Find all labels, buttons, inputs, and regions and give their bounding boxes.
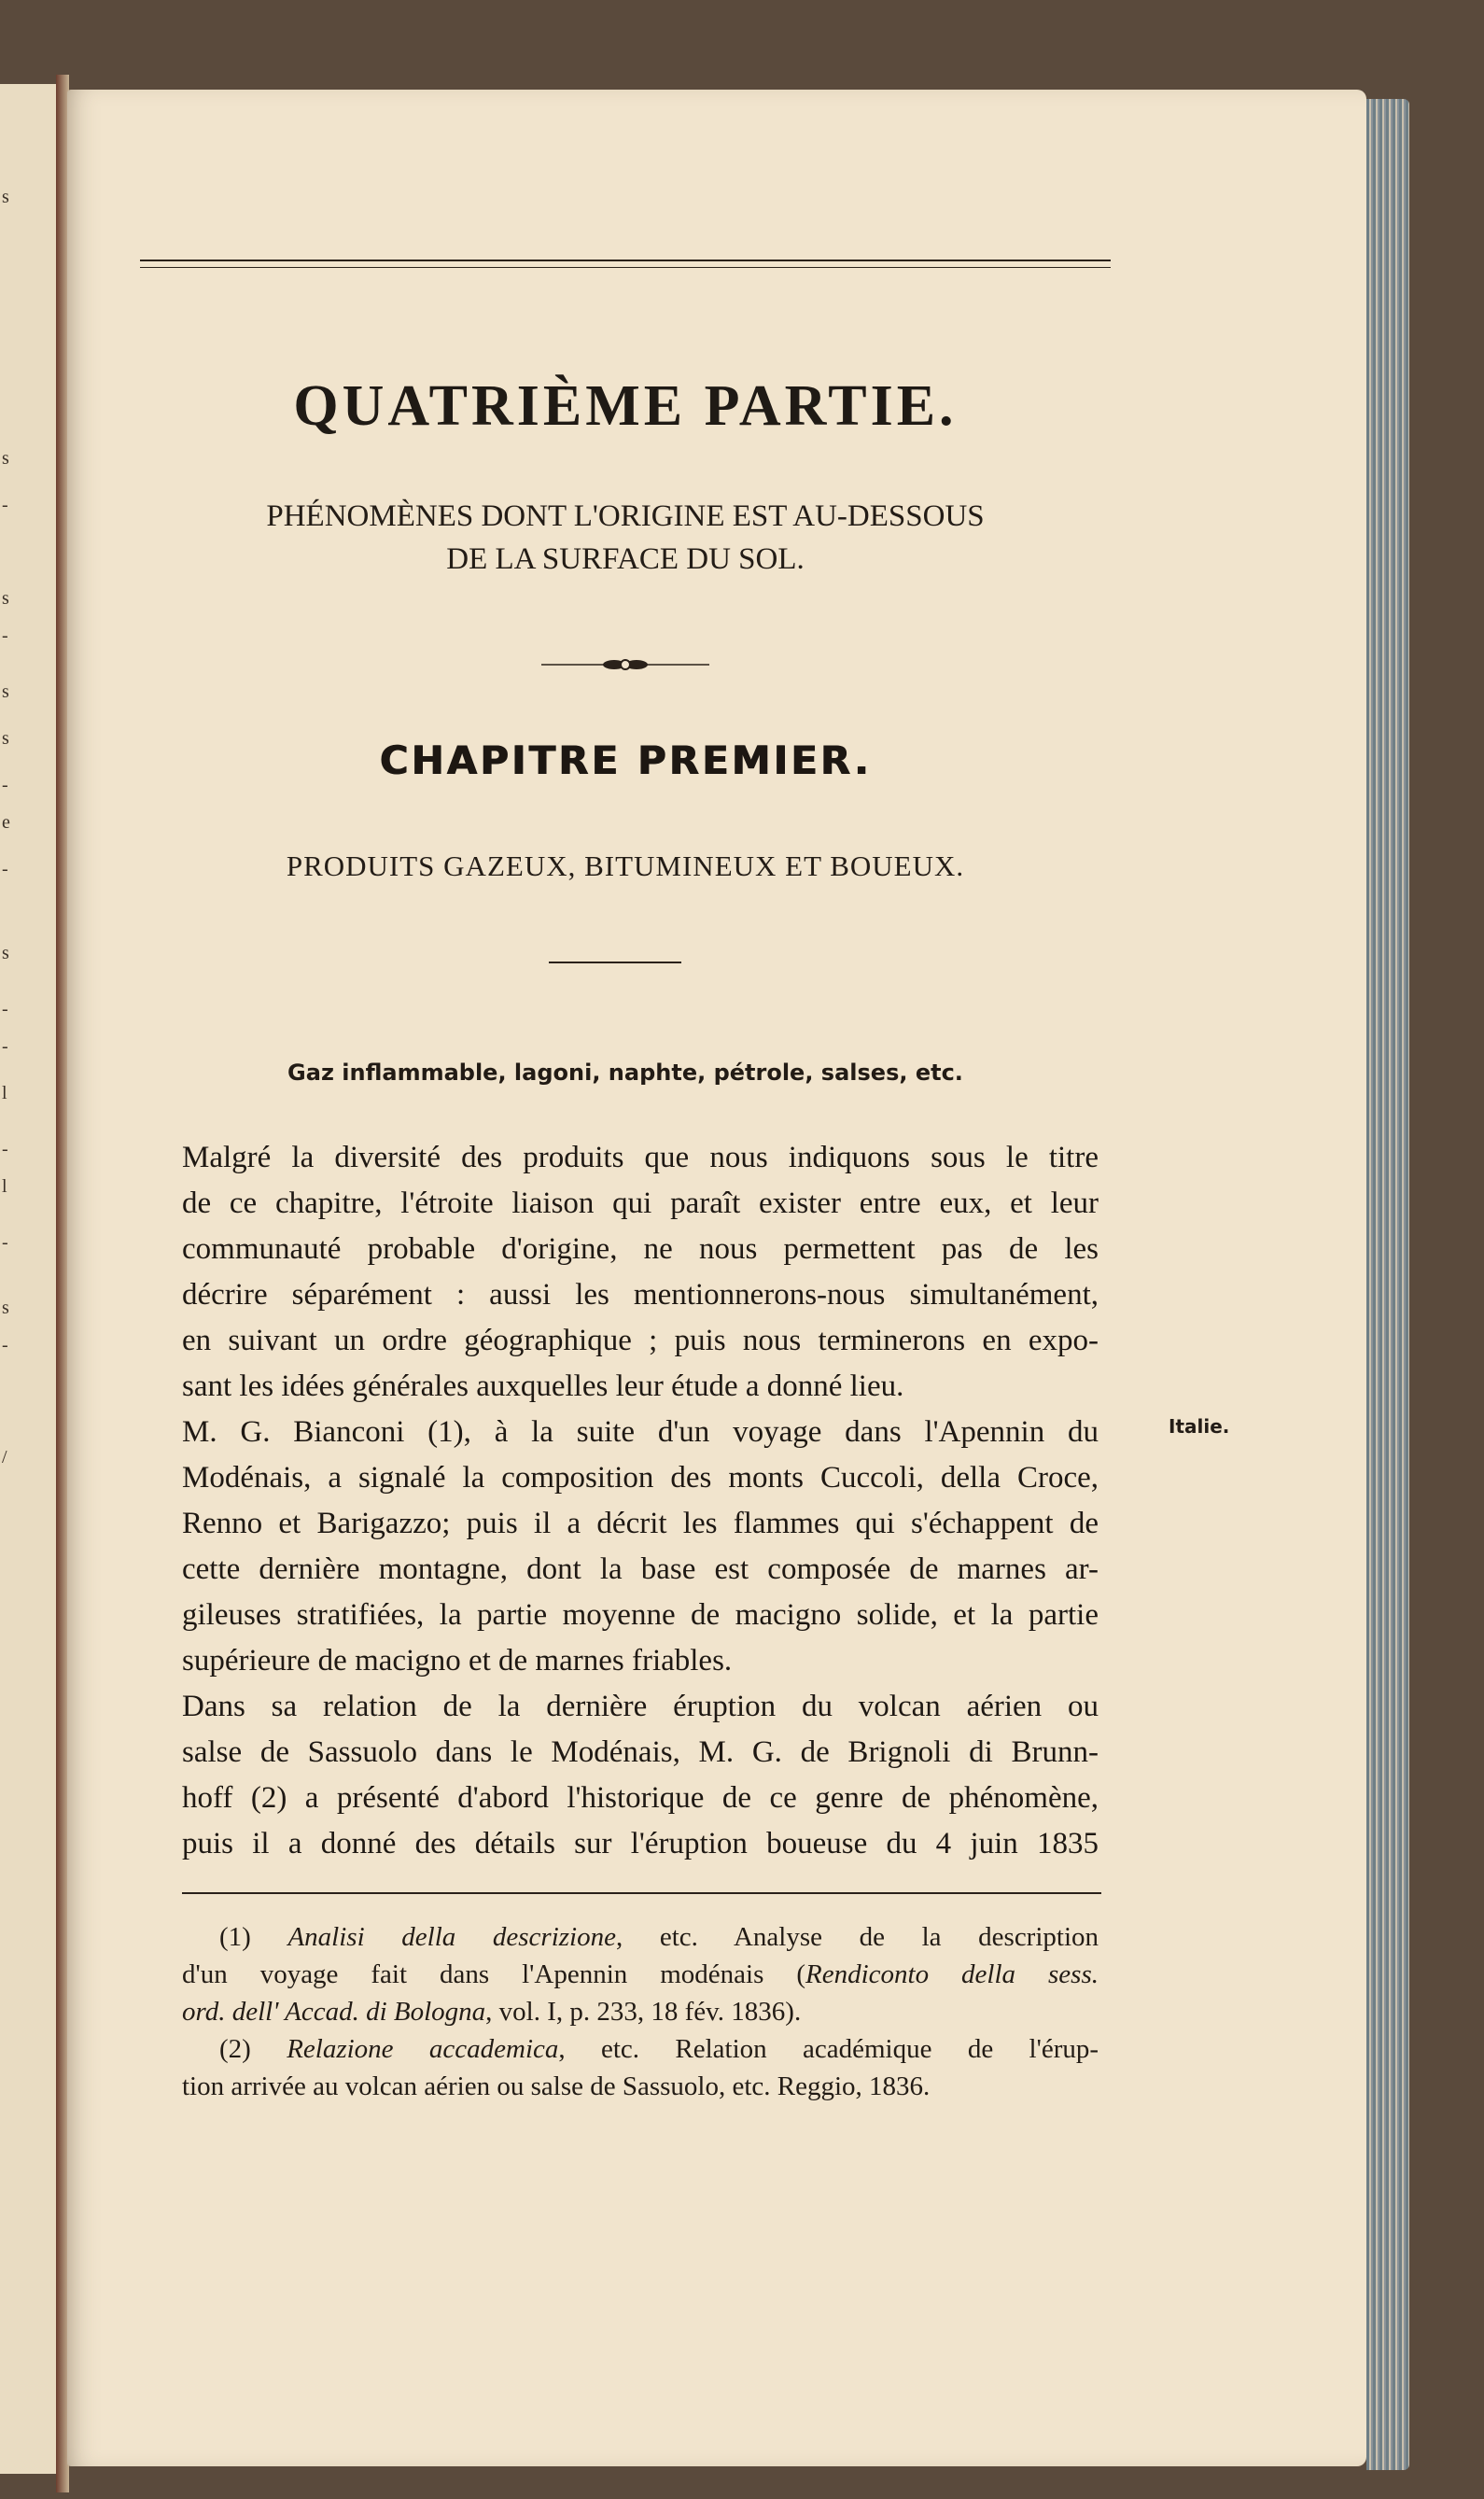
left-page-mark: / (2, 1447, 7, 1467)
section-heading: Gaz inflammable, lagoni, naphte, pétrole, salses, etc. (287, 1060, 963, 1086)
text-line: en suivant un ordre géographique ; puis nous terminerons en expo- (182, 1324, 1099, 1357)
chapter-subtitle: PRODUITS GAZEUX, BITUMINEUX ET BOUEUX. (286, 849, 965, 882)
footnote-1-line (182, 1956, 1099, 1993)
left-page-mark: - (2, 775, 8, 795)
text-line: communauté probable d'origine, ne nous permettent pas de les (182, 1232, 1099, 1266)
footnote-title: Analisi della descrizione (287, 1922, 616, 1952)
left-page-mark: - (2, 1335, 8, 1355)
part-subtitle (149, 495, 1101, 581)
text-line: Malgré la diversité des produits que nous indiquons sous le titre (182, 1141, 1099, 1174)
part-subtitle-line: DE LA SURFACE DU SOL. (446, 542, 805, 576)
chapter-title: CHAPITRE PREMIER. (379, 737, 872, 783)
left-page-mark: e (2, 812, 10, 833)
left-page-mark: - (2, 1036, 8, 1057)
left-page-mark: - (2, 999, 8, 1019)
text-line: de ce chapitre, l'étroite liaison qui paraît exister entre eux, et leur (182, 1186, 1099, 1220)
left-page-mark: - (2, 1139, 8, 1159)
text-line: Dans sa relation de la dernière éruption du volcan aérien ou (182, 1690, 1099, 1723)
footnote-number: (1) (219, 1922, 251, 1952)
left-page-mark: s (2, 728, 9, 749)
ornament-divider-icon (541, 655, 709, 674)
left-page-mark: - (2, 625, 8, 646)
paragraph-1 (182, 1135, 1099, 1410)
left-page-mark: s (2, 588, 9, 609)
text-line: cette dernière montagne, dont la base est composée de marnes ar- (182, 1552, 1099, 1586)
text-line: Modénais, a signalé la composition des monts Cuccoli, della Croce, (182, 1461, 1099, 1495)
text-line: gileuses stratifiées, la partie moyenne de macigno solide, et la partie (182, 1598, 1099, 1632)
text-line: hoff (2) a présenté d'abord l'historique de ce genre de phénomène, (182, 1781, 1099, 1815)
paragraph-2 (182, 1410, 1099, 1684)
footnote-text: , etc. Analyse de la description (615, 1922, 1099, 1952)
left-page-mark: s (2, 943, 9, 963)
footnote-2-line: tion arrivée au volcan aérien ou salse de Sassuolo, etc. Reggio, 1836. (182, 2071, 931, 2101)
left-page-mark: s (2, 448, 9, 469)
part-title: QUATRIÈME PARTIE. (293, 374, 958, 438)
text-line: puis il a donné des détails sur l'éruption boueuse du 4 juin 1835 (182, 1827, 1099, 1860)
left-page-mark: l (2, 1083, 7, 1103)
left-page-mark: s (2, 1298, 9, 1318)
footnote-title: ord. dell' Accad. di Bologna (182, 1997, 486, 2027)
footnote-2-line (182, 2030, 1099, 2068)
text-line: sant les idées générales auxquelles leur étude a donné lieu. (182, 1369, 904, 1403)
text-line: M. G. Bianconi (1), à la suite d'un voyage dans l'Apennin du (182, 1415, 1099, 1449)
footnote-text: , vol. I, p. 233, 18 fév. 1836). (485, 1997, 802, 2027)
header-rule (140, 260, 1111, 268)
footnote-title: Relazione accademica (287, 2034, 559, 2064)
text-line: salse de Sassuolo dans le Modénais, M. G. de Brignoli di Brunn- (182, 1735, 1099, 1769)
left-page-mark: - (2, 1232, 8, 1253)
chapter-rule (549, 962, 681, 963)
footnotes (182, 1918, 1099, 2105)
left-page-mark: s (2, 187, 9, 207)
footnote-rule (182, 1892, 1101, 1894)
left-page-mark: - (2, 495, 8, 515)
left-facing-page (0, 84, 60, 2474)
footnote-1-line (182, 1918, 1099, 1956)
margin-note: Italie. (1169, 1415, 1230, 1438)
text-line: décrire séparément : aussi les mentionnerons-nous simultanément, (182, 1278, 1099, 1312)
footnote-text: , etc. Relation académique de l'érup- (558, 2034, 1099, 2064)
left-page-mark: s (2, 681, 9, 702)
left-page-mark: l (2, 1176, 7, 1197)
page-edges (1366, 99, 1409, 2470)
paragraph-3 (182, 1684, 1099, 1867)
footnote-1-line (182, 1993, 1099, 2030)
text-line: Renno et Barigazzo; puis il a décrit les flammes qui s'échappent de (182, 1507, 1099, 1540)
text-line: supérieure de macigno et de marnes friables. (182, 1644, 733, 1678)
footnote-text: d'un voyage fait dans l'Apennin modénais ( (182, 1959, 806, 1989)
part-subtitle-line: PHÉNOMÈNES DONT L'ORIGINE EST AU-DESSOUS (266, 499, 985, 533)
footnote-title: Rendiconto della sess. (805, 1959, 1099, 1989)
left-page-mark: - (2, 859, 8, 879)
footnote-number: (2) (219, 2034, 251, 2064)
